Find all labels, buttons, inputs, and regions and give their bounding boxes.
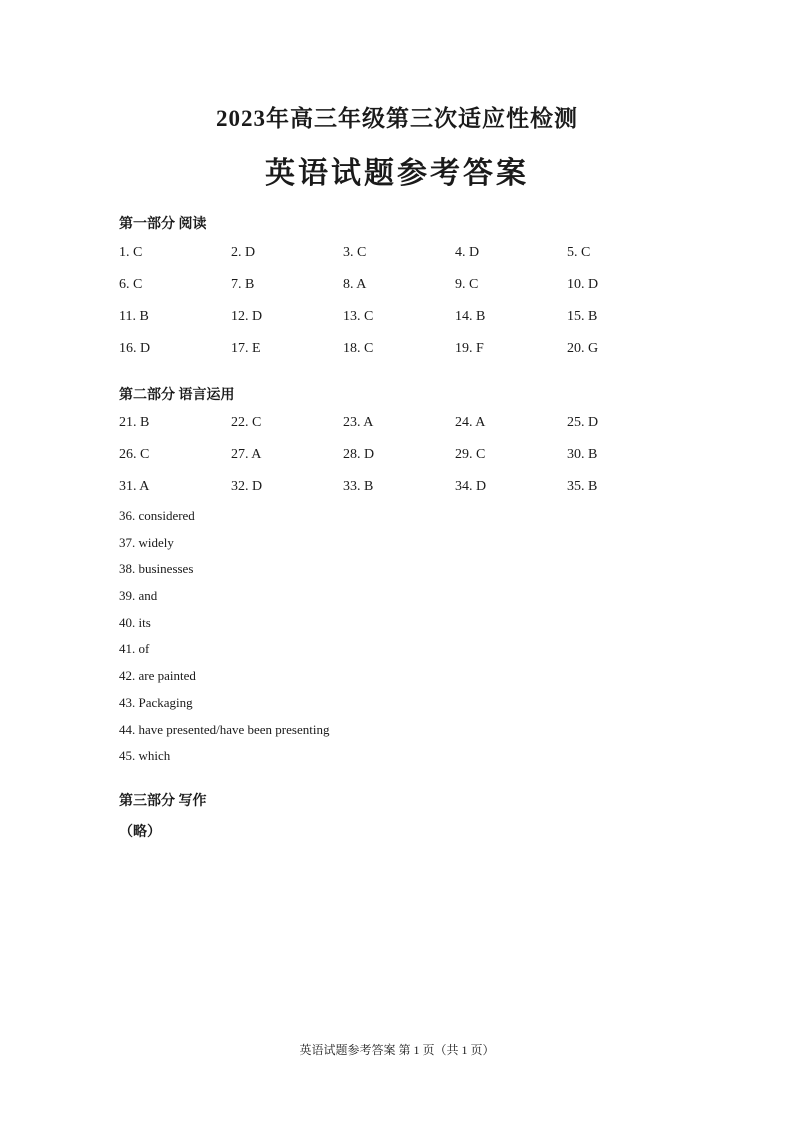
fill-in-answer: 38. businesses [119, 561, 194, 577]
fill-in-answer: 44. have presented/have been presenting [119, 721, 330, 737]
answer-item: 30. B [567, 447, 598, 462]
answer-item: 6. C [119, 277, 143, 292]
answer-item: 10. D [567, 277, 599, 292]
fill-in-answer: 41. of [119, 641, 150, 657]
answer-item: 14. B [455, 309, 486, 324]
page-footer: 英语试题参考答案 第 1 页（共 1 页） [299, 1043, 495, 1057]
answer-item: 13. C [343, 309, 374, 324]
answer-item: 24. A [455, 415, 486, 430]
answer-item: 9. C [455, 277, 479, 292]
fill-in-answer: 37. widely [119, 534, 174, 550]
answer-item: 4. D [455, 245, 480, 260]
answer-item: 35. B [567, 479, 598, 494]
part1-heading: 第一部分 阅读 [119, 217, 207, 232]
answer-item: 18. C [343, 341, 374, 356]
answer-item: 5. C [567, 245, 591, 260]
answer-item: 28. D [343, 447, 375, 462]
answer-item: 21. B [119, 415, 150, 430]
fill-in-answer: 42. are painted [119, 668, 196, 684]
answer-item: 32. D [231, 479, 263, 494]
part2-fill-in-list [119, 508, 329, 775]
fill-in-answer: 39. and [119, 588, 158, 604]
answer-item: 17. E [231, 341, 261, 356]
document-subtitle: 英语试题参考答案 [265, 157, 529, 190]
answer-item: 2. D [231, 245, 256, 260]
answer-item: 19. F [455, 341, 484, 356]
answer-item: 26. C [119, 447, 150, 462]
answer-item: 23. A [343, 415, 374, 430]
fill-in-answer: 43. Packaging [119, 694, 193, 710]
document-title: 2023年高三年级第三次适应性检测 [216, 106, 578, 131]
answer-item: 16. D [119, 341, 151, 356]
answer-item: 31. A [119, 479, 150, 494]
answer-item: 29. C [455, 447, 486, 462]
answer-item: 34. D [455, 479, 487, 494]
answer-item: 12. D [231, 309, 263, 324]
answer-item: 20. G [567, 341, 599, 356]
fill-in-answer: 40. its [119, 614, 151, 630]
answer-item: 27. A [231, 447, 262, 462]
answer-item: 1. C [119, 245, 143, 260]
part3-heading: 第三部分 写作 [119, 794, 207, 809]
answer-item: 7. B [231, 277, 255, 292]
fill-in-answer: 45. which [119, 748, 171, 764]
answer-item: 11. B [119, 309, 149, 324]
answer-item: 3. C [343, 245, 367, 260]
answer-item: 25. D [567, 415, 599, 430]
part3-note: （略） [119, 825, 161, 840]
fill-in-answer: 36. considered [119, 508, 195, 523]
answer-item: 22. C [231, 415, 262, 430]
answer-item: 15. B [567, 309, 598, 324]
part2-heading: 第二部分 语言运用 [119, 388, 235, 403]
answer-item: 8. A [343, 277, 367, 292]
answer-item: 33. B [343, 479, 374, 494]
